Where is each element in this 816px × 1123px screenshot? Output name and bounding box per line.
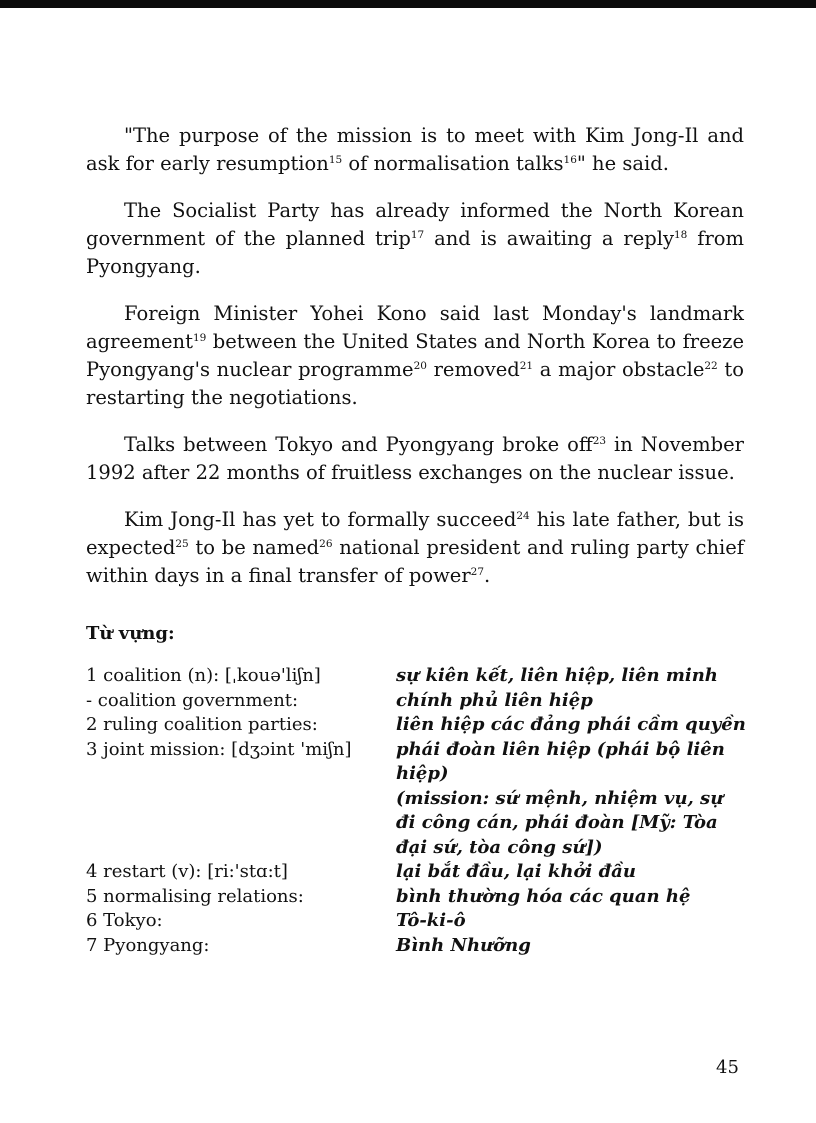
vocab-term: 1 coalition (n): [ˌkouə'liʃn] — [86, 665, 321, 686]
footnote-marker: 15 — [328, 154, 343, 166]
footnote-marker: 27 — [470, 566, 485, 578]
footnote-marker: 25 — [175, 538, 189, 550]
vocab-entry — [86, 934, 746, 959]
footnote-marker: 23 — [592, 435, 607, 447]
vocab-meaning: liên hiệp các đảng phái cầm quyền — [396, 714, 746, 735]
vocab-term: 3 joint mission: [dʒɔint 'miʃn] — [86, 738, 352, 760]
vocab-entry — [86, 664, 746, 689]
top-border — [0, 0, 816, 8]
vocab-term: 6 Tokyo: — [86, 910, 163, 931]
paragraph-1: "The purpose of the mission is to meet with Kim Jong-Il and ask for early resumption$^{15}$ of normalisation talks$^{16}$" he said. — [86, 124, 744, 175]
vocab-entry — [86, 738, 746, 861]
footnote-marker: 24 — [516, 510, 530, 522]
vocab-meaning-group — [396, 738, 746, 861]
footnote-marker: 16 — [563, 154, 577, 166]
footnote-marker: 21 — [519, 360, 534, 372]
paragraph-2: The Socialist Party has already informed the North Korean government of the planned trip$^{17}$ and is awaiting a reply$^{18}$ from Pyongyang. — [86, 199, 744, 278]
vocab-meaning: sự kiên kết, liên hiệp, liên minh — [396, 665, 718, 686]
vocab-term: 7 Pyongyang: — [86, 934, 210, 956]
footnote-marker: 19 — [192, 332, 207, 344]
paragraph-3: Foreign Minister Yohei Kono said last Monday's landmark agreement$^{19}$ between the United States and North Korea to freeze Pyongyang's nuclear programme$^{20}$ removed$^{21}$ a major obstacle$^{22}$ to restarting the negotiations. — [86, 302, 744, 409]
vocab-meaning: phái đoàn liên hiệp (phái bộ liên hiệp) — [396, 738, 725, 784]
page-number: 45 — [716, 1057, 739, 1078]
vocab-note: (mission: sứ mệnh, nhiệm vụ, sự đi công cán, phái đoàn [Mỹ: Tòa đại sứ, tòa công sứ]) — [396, 787, 724, 858]
vocab-meaning: lại bắt đầu, lại khởi đầu — [396, 861, 636, 882]
vocabulary-heading: Từ vựng: — [86, 623, 175, 644]
vocab-term: 5 normalising relations: — [86, 885, 304, 907]
article-body — [86, 122, 744, 609]
vocab-entry — [86, 713, 746, 738]
footnote-marker: 26 — [319, 538, 333, 550]
footnote-marker: 22 — [704, 360, 718, 372]
vocab-term: - coalition government: — [86, 689, 299, 711]
paragraph-4: Talks between Tokyo and Pyongyang broke off$^{23}$ in November 1992 after 22 months of fruitless exchanges on the nuclear issue. — [86, 433, 744, 484]
vocab-meaning: chính phủ liên hiệp — [396, 689, 593, 711]
vocab-meaning: Tô-ki-ô — [396, 910, 466, 931]
vocab-entry — [86, 689, 746, 714]
vocab-entry — [86, 860, 746, 885]
vocab-term: 4 restart (v): [ri:'stɑ:t] — [86, 861, 288, 882]
footnote-marker: 18 — [673, 229, 688, 241]
footnote-marker: 20 — [413, 360, 427, 372]
vocab-term: 2 ruling coalition parties: — [86, 714, 318, 735]
paragraph-5: Kim Jong-Il has yet to formally succeed$^{24}$ his late father, but is expected$^{25}$ to be named$^{26}$ national president and ruling party chief within days in a final transfer of power$^{27}$. — [86, 508, 744, 587]
vocab-entry — [86, 885, 746, 910]
vocabulary-list — [86, 664, 746, 958]
footnote-marker: 17 — [410, 229, 425, 241]
vocab-entry — [86, 909, 746, 934]
vocab-meaning: bình thường hóa các quan hệ — [396, 885, 691, 907]
vocab-meaning: Bình Nhưỡng — [396, 934, 531, 956]
